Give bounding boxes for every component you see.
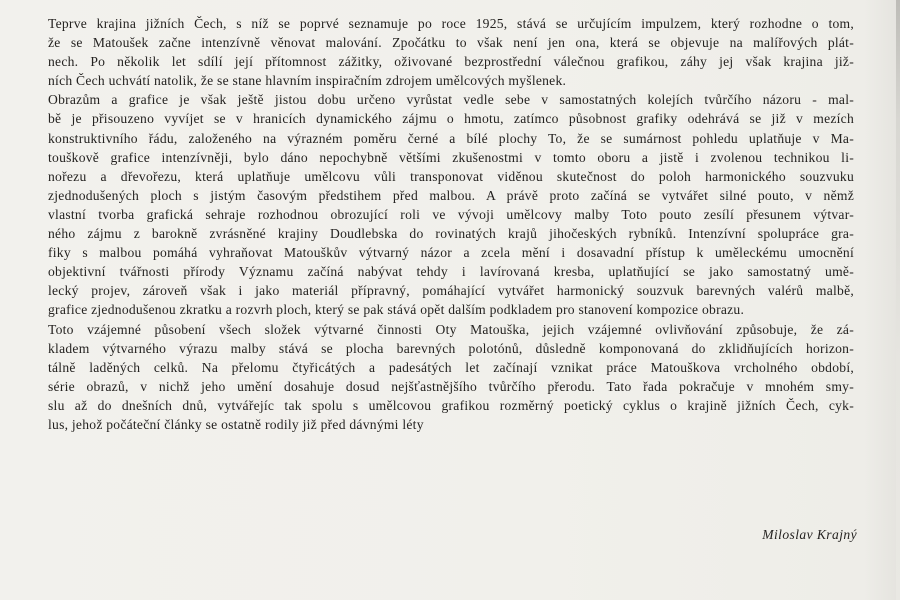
text-line: vlastní tvorba grafická sehraje rozhodnou obrozující roli ve vývoji umělcovy malby Toto pouto zesílí přesunem výtvar-	[48, 206, 854, 222]
text-line: série obrazů, v nichž jeho umění dosahuje dosud nejšťastnějšího tvůrčího přerodu. Tato řada pokračuje v mnohém smy-	[48, 378, 854, 394]
text-line: Obrazům a grafice je však ještě jistou dobu určeno vyrůstat vedle sebe v samostatných kolejích tvůrčího názoru - mal-	[48, 92, 854, 108]
body-text	[48, 14, 854, 434]
text-line: tálně laděných celků. Na přelomu čtyřicátých a padesátých let začínají vznikat práce Matouškova vrcholného období,	[48, 359, 854, 375]
text-line: bě je přisouzeno vyvíjet se v hranicích dynamického zájmu o hmotu, zatímco působnost grafiky odehrává se již v mezích	[48, 111, 854, 127]
text-line: ného zájmu z barokně zvrásněné krajiny Doudlebska do rovinatých krajů jihočeských rybníků. Intenzívní spolupráce gra-	[48, 226, 854, 242]
text-line: zjednodušených ploch s jistým časovým předstihem před malbou. A právě proto začíná se vytvářet silné pouto, v němž	[48, 187, 854, 203]
text-line: Teprve krajina jižních Čech, s níž se poprvé seznamuje po roce 1925, stává se určujícím impulzem, který rozhodne o tom,	[48, 16, 854, 31]
text-line: že se Matoušek začne intenzívně věnovat malování. Zpočátku to však není jen ona, která se objevuje na malířových plát-	[48, 35, 854, 51]
text-line: konstruktivního řádu, založeného na výrazném poměru černé a bílé plochy To, že se sumárnost pohledu uplatňuje v Ma-	[48, 130, 854, 146]
page-edge-shadow	[896, 0, 900, 600]
text-line: fiky s malbou pomáhá vyhraňovat Matouškův výtvarný názor a zcela mění i dosavadní přístup k uměleckému umocnění	[48, 245, 854, 261]
text-line: lecký projev, zároveň však i jako materiál přípravný, pomáhající vytvářet harmonický souzvuk barevných valérů malbě,	[48, 283, 854, 299]
text-line: lus, jehož počáteční články se ostatně rodily již před dávnými léty	[48, 416, 424, 432]
text-line: Toto vzájemné působení všech složek výtvarné činnosti Oty Matouška, jejich vzájemné ovlivňování způsobuje, že zá-	[48, 321, 854, 337]
text-line: nořezu a dřevořezu, která uplatňuje umělcovu vůli transponovat viděnou skutečnost do poloh harmonického souzvuku	[48, 168, 854, 184]
text-line: touškově grafice intenzívněji, bylo dáno nepochybně většími zkušenostmi v tomto oboru a jistě i zvolenou technikou li-	[48, 149, 854, 165]
text-line: objektivní tvářnosti přírody Významu začíná nabývat tehdy i lavírovaná kresba, uplatňující se jako samostatný umě-	[48, 264, 854, 280]
text-line: slu až do dnešních dnů, vytvářejíc tak spolu s umělcovou grafikou rozměrný poetický cyklus o krajině jižních Čech, cyk-	[48, 397, 854, 413]
text-line: ních Čech uchvátí natolik, že se stane hlavním inspiračním zdrojem umělcových myšlenek.	[48, 73, 567, 89]
text-line: kladem výtvarného výrazu malby stává se plocha barevných polotónů, důsledně komponovaná do zklidňujících horizon-	[48, 340, 854, 356]
text-line: grafice zjednodušenou zkratku a rozvrh ploch, který se pak stává opět dalším podkladem pro stanovení kompozice obrazu.	[48, 302, 745, 318]
text-line: nech. Po několik let sdílí její přítomnost zážitky, oživované bezprostřední válečnou grafikou, záhy jej však krajina již-	[48, 54, 854, 70]
author-signature: Miloslav Krajný	[762, 527, 857, 542]
